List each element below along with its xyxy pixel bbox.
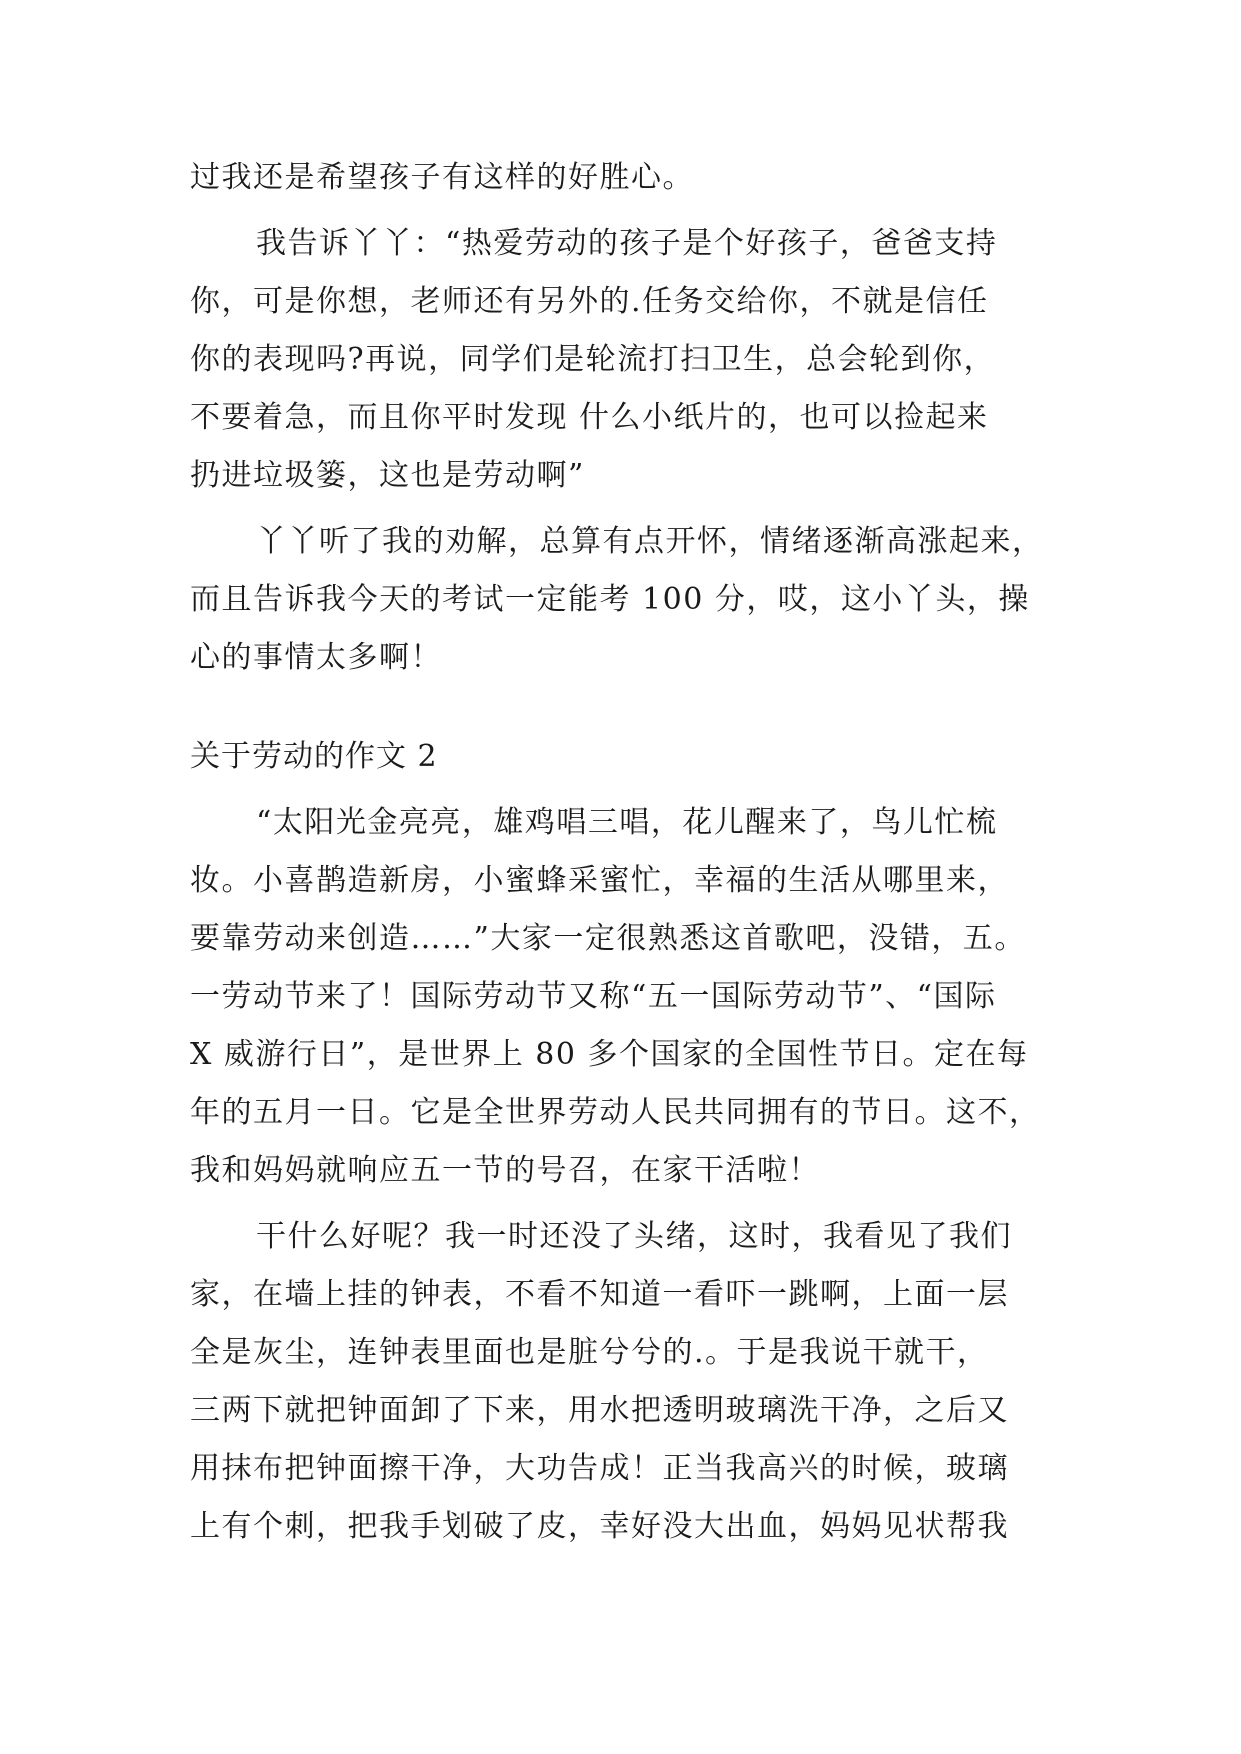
paragraph-line: 我告诉丫丫：“热爱劳动的孩子是个好孩子，爸爸支持 <box>256 226 998 261</box>
paragraph-line: 用抹布把钟面擦干净，大功告成！正当我高兴的时候，玻璃 <box>190 1451 1009 1486</box>
paragraph-line: X 威游行日”，是世界上 80 多个国家的全国性节日。定在每 <box>190 1037 1029 1072</box>
paragraph-line: 你的表现吗?再说，同学们是轮流打扫卫生，总会轮到你， <box>190 342 996 377</box>
paragraph-line: 心的事情太多啊！ <box>190 640 442 675</box>
paragraph-line: 上有个刺，把我手划破了皮，幸好没大出血，妈妈见状帮我 <box>190 1509 1009 1544</box>
paragraph-line: 扔进垃圾篓，这也是劳动啊” <box>190 458 585 493</box>
section-heading: 关于劳动的作文 2 <box>190 739 438 774</box>
paragraph-line: 家，在墙上挂的钟表，不看不知道一看吓一跳啊，上面一层 <box>190 1277 1009 1312</box>
paragraph-line: 三两下就把钟面卸了下来，用水把透明玻璃洗干净，之后又 <box>190 1393 1009 1428</box>
paragraph-line: 一劳动节来了！国际劳动节又称“五一国际劳动节”、“国际 <box>190 979 997 1014</box>
paragraph-line: 妆。小喜鹊造新房，小蜜蜂采蜜忙，幸福的生活从哪里来， <box>190 863 1009 898</box>
paragraph-line: 干什么好呢？我一时还没了头绪，这时，我看见了我们 <box>256 1219 1012 1254</box>
paragraph-line: 全是灰尘，连钟表里面也是脏兮兮的.。于是我说干就干， <box>190 1335 989 1370</box>
paragraph-line: 丫丫听了我的劝解，总算有点开怀，情绪逐渐高涨起来， <box>256 524 1044 559</box>
paragraph-line: 年的五月一日。它是全世界劳动人民共同拥有的节日。这不， <box>190 1095 1041 1130</box>
paragraph-line: 我和妈妈就响应五一节的号召，在家干活啦！ <box>190 1153 820 1188</box>
paragraph-line: 过我还是希望孩子有这样的好胜心。 <box>190 160 694 195</box>
paragraph-line: “太阳光金亮亮，雄鸡唱三唱，花儿醒来了，鸟儿忙梳 <box>256 805 998 840</box>
paragraph-line: 你，可是你想，老师还有另外的.任务交给你，不就是信任 <box>190 284 989 319</box>
paragraph-line: 不要着急，而且你平时发现 什么小纸片的，也可以捡起来 <box>190 400 989 435</box>
paragraph-line: 而且告诉我今天的考试一定能考 100 分，哎，这小丫头，操 <box>190 582 1030 617</box>
paragraph-line: 要靠劳动来创造……”大家一定很熟悉这首歌吧，没错，五。 <box>190 921 1026 956</box>
